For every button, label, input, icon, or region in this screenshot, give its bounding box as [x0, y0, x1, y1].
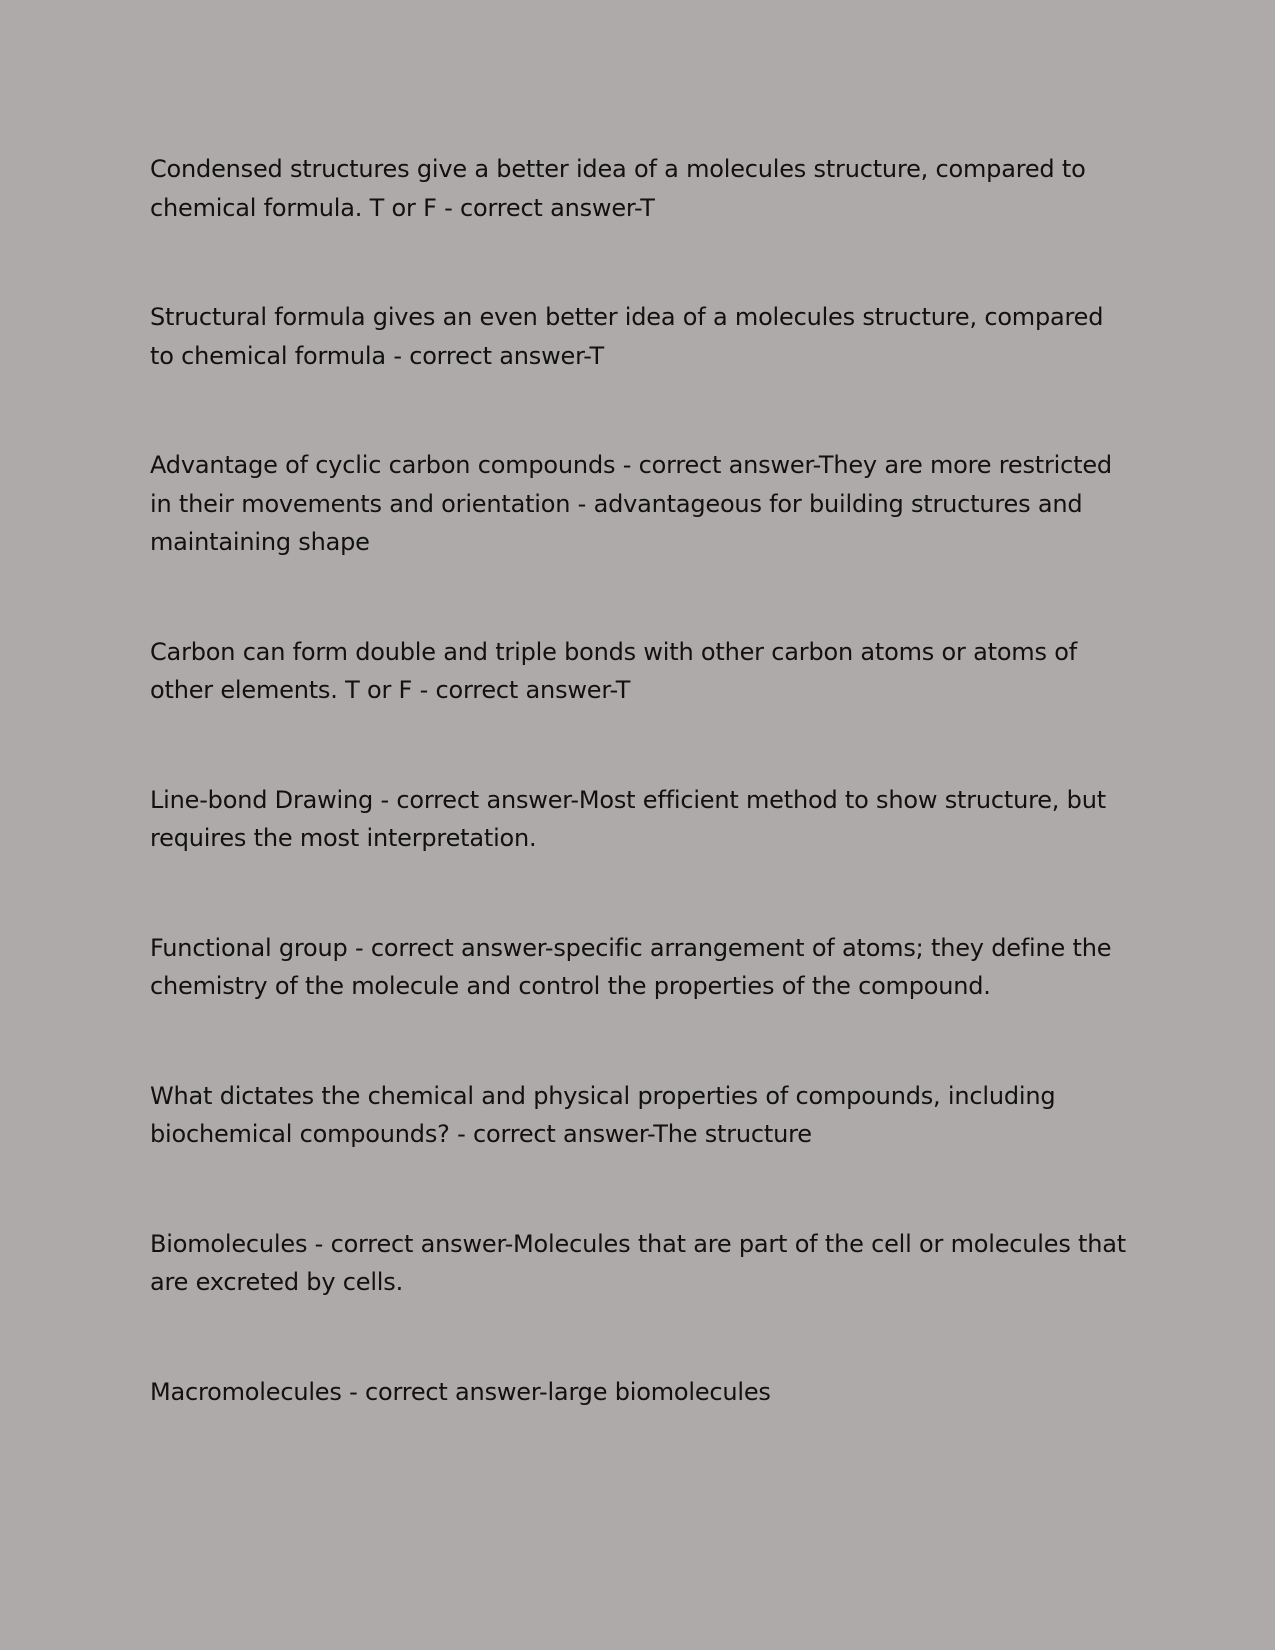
qa-item-macromolecules: Macromolecules - correct answer-large biomolecules [150, 1377, 771, 1406]
qa-item-structural-formula: Structural formula gives an even better idea of a molecules structure, compared to chemical formula - correct answer-T [150, 303, 1104, 370]
qa-item-structure-properties: What dictates the chemical and physical properties of compounds, including biochemical compounds? - correct answer-The structure [150, 1081, 1056, 1148]
qa-item-functional-group: Functional group - correct answer-specific arrangement of atoms; they define the chemistry of the molecule and control the properties of the compound. [150, 933, 1112, 1000]
qa-item-condensed-structures: Condensed structures give a better idea of a molecules structure, compared to chemical formula. T or F - correct answer-T [150, 155, 1086, 222]
qa-item-biomolecules: Biomolecules - correct answer-Molecules that are part of the cell or molecules that are excreted by cells. [150, 1229, 1126, 1296]
document-page [150, 150, 1130, 1482]
qa-item-cyclic-carbon: Advantage of cyclic carbon compounds - correct answer-They are more restricted in their movements and orientation - advantageous for building structures and maintaining shape [150, 451, 1112, 556]
qa-item-carbon-bonds: Carbon can form double and triple bonds with other carbon atoms or atoms of other elements. T or F - correct answer-T [150, 637, 1077, 704]
qa-item-line-bond-drawing: Line-bond Drawing - correct answer-Most efficient method to show structure, but requires the most interpretation. [150, 785, 1106, 852]
